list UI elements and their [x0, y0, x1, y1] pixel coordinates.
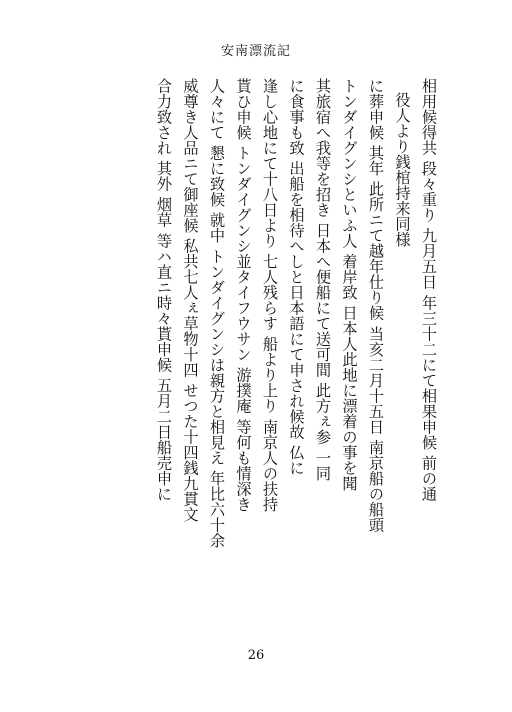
text-line: 役人より銭棺持来同様	[393, 92, 412, 247]
text-line: 其旅宿へ我等を招き 日本へ便船にて送可間 此方ぇ参 一同	[314, 78, 332, 481]
page-number: 26	[247, 648, 265, 663]
text-line: トンダイグンシといふ人 着岸致 日本人此地に漂着の事を聞	[340, 78, 359, 492]
text-line: 合力致され 其外 烟草 等ハ直ニ時々貰申候 五月二日船売申に	[155, 78, 173, 502]
text-line: 威尊き人品ニて御座候 私共七人ぇ草物十四 せつた十四銭九貫文	[181, 78, 200, 523]
text-line: に食事も致 出船を相待へしと日本語にて申され候故 仏に	[287, 78, 306, 476]
text-line: 逢し心地にて十八日より 七人残らす 船より上り 南京人の扶持	[261, 78, 279, 512]
text-line: に葬申候 其年 此所ニて越年仕り候 当亥二月十五日 南京船の船頭	[367, 78, 385, 533]
text-line: 人々にて 懇に致候 就中 トンダイグンシは親方と相見え 年比六十余	[208, 78, 226, 549]
vertical-text-body	[151, 78, 443, 548]
text-line: 相用候得共 段々重り 九月五日 年三十二にて相果申候 前の通	[420, 78, 438, 502]
text-line: 貰ひ申候 トンダイグンシ並タイフウサン 游撲庵 等何も情深き	[234, 78, 253, 512]
page-header-title: 安南漂流記	[220, 44, 291, 59]
